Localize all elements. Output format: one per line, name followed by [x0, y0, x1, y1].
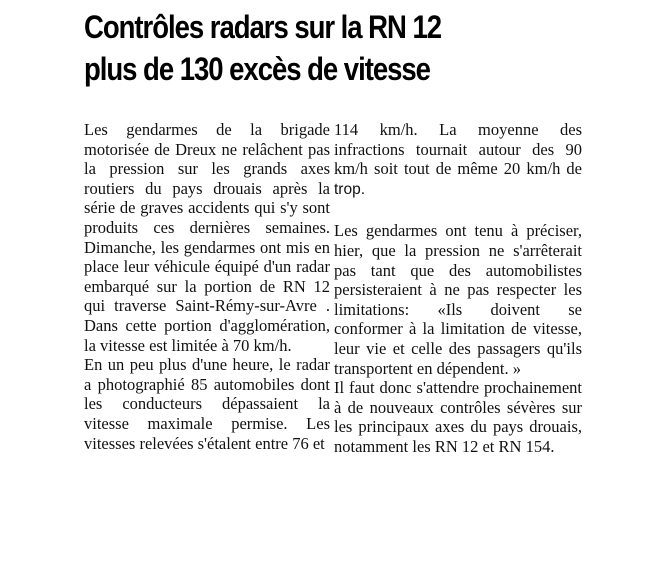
paragraph-right-3: Il faut donc s'attendre prochainement à de nouveaux contrôles sévères sur les principaux axes du pays drouais, notamment les RN 12 et RN 154.	[334, 378, 582, 456]
paragraph-right-1-text: 114 km/h. La moyenne des infractions tournait autour des 90 km/h soit tout de même 20 km/h de	[334, 120, 582, 179]
headline-line-2: plus de 130 excès de vitesse	[84, 51, 430, 87]
paragraph-right-2: Les gendarmes ont tenu à préciser, hier, que la pression ne s'arrêterait pas tant que des automobilistes persisteraient à ne pas respecter les limitations: «Ils doivent se conformer à la limitation de vitesse, leur vie et celle des passagers qu'ils transportent en dépendent. »	[334, 221, 582, 378]
paragraph-left-1: Les gendarmes de la brigade motorisée de Dreux ne relâchent pas la pression sur les grands axes routiers du pays drouais après la série de graves accidents qui s'y sont produits ces dernières semaines. Dimanche, les gendarmes ont mis en place leur véhicule équipé d'un radar embarqué sur la portion de RN 12 qui traverse Saint-Rémy-sur-Avre . Dans cette portion d'agglomération, la vitesse est limitée à 70 km/h.	[84, 120, 330, 355]
headline	[84, 6, 441, 90]
article-column-left	[84, 120, 330, 453]
paragraph-right-1-last-word: trop.	[334, 180, 366, 198]
paragraph-left-2: En un peu plus d'une heure, le radar a photographié 85 automobiles dont les conducteurs dépassaient la vitesse maximale permise. Les vitesses relevées s'étalent entre 76 et	[84, 355, 330, 453]
article-column-right	[334, 120, 582, 457]
headline-line-1: Contrôles radars sur la RN 12	[84, 9, 442, 45]
paragraph-right-1	[334, 120, 582, 199]
